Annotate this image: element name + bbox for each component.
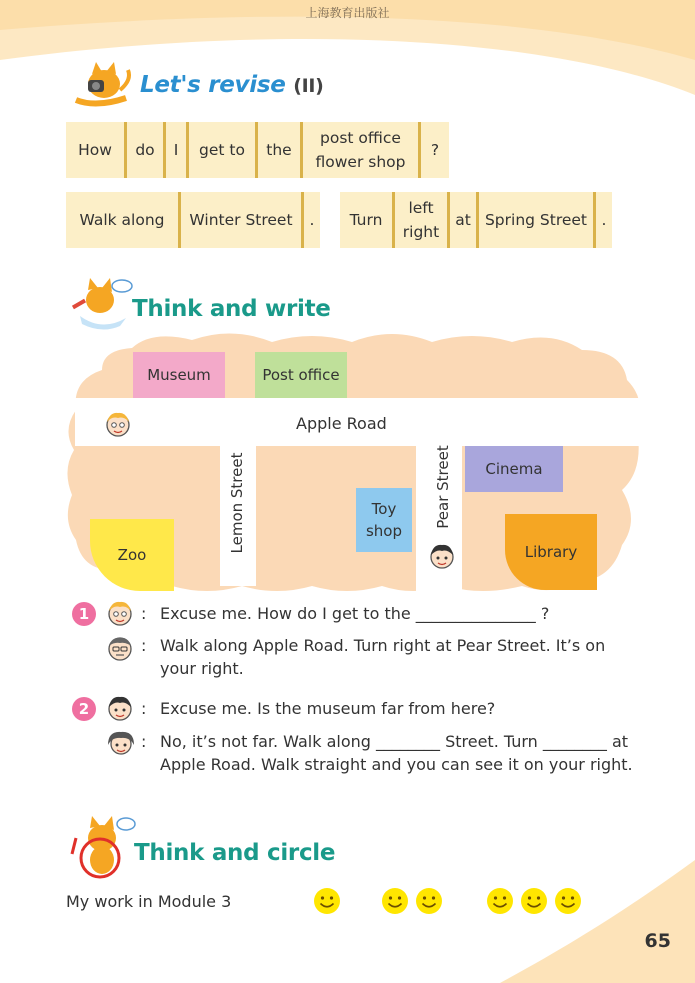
title-main: revise	[208, 72, 286, 98]
boy-face-icon	[106, 599, 134, 627]
punctuation-cell: .	[304, 192, 320, 248]
woman-face-icon	[106, 729, 136, 757]
toy-shop-block	[356, 488, 412, 552]
cinema-block: Cinema	[465, 446, 563, 492]
dialog-number-badge: 1	[72, 602, 96, 626]
word-cell: How	[66, 122, 124, 178]
smiley-face-icon	[414, 886, 444, 916]
zoo-block: Zoo	[90, 519, 174, 591]
girl-face-icon	[106, 694, 134, 722]
choice-cell-direction	[395, 192, 447, 248]
title-suffix: (II)	[293, 75, 324, 97]
museum-block: Museum	[133, 352, 225, 398]
word-cell: do	[127, 122, 163, 178]
section-title-think-and-write: Think and write	[132, 296, 331, 322]
colon: :	[141, 636, 147, 655]
smiley-face-icon	[312, 886, 342, 916]
page-number: 65	[644, 930, 671, 952]
word-cell: Spring Street	[479, 192, 593, 248]
smiley-face-icon	[485, 886, 515, 916]
apple-road-label: Apple Road	[296, 414, 387, 433]
colon: :	[141, 604, 147, 623]
cat-mascot-camera-icon	[66, 60, 136, 110]
smiley-face-icon	[553, 886, 583, 916]
word-cell: Walk along	[66, 192, 178, 248]
title-prefix: Let's	[140, 72, 201, 98]
smiley-face-icon	[519, 886, 549, 916]
word-cell: I	[166, 122, 186, 178]
publisher-name: 上海教育出版社	[305, 6, 390, 20]
pear-street-label: Pear Street	[434, 445, 452, 529]
smiley-face-icon	[380, 886, 410, 916]
colon: :	[141, 699, 147, 718]
choice-cell-destination	[303, 122, 418, 178]
word-cell: Turn	[340, 192, 392, 248]
cat-mascot-writing-icon	[66, 276, 136, 332]
punctuation-cell: ?	[421, 122, 449, 178]
word-cell: at	[450, 192, 476, 248]
cat-mascot-circle-icon	[66, 814, 136, 880]
choice-option: left	[408, 199, 434, 217]
boy-face-icon	[104, 410, 132, 438]
colon: :	[141, 732, 147, 751]
choice-option: flower shop	[315, 153, 406, 171]
toy-shop-label: Toy shop	[365, 500, 403, 540]
section-title-lets-revise	[140, 72, 324, 98]
work-label: My work in Module 3	[66, 892, 232, 911]
post-office-block: Post office	[255, 352, 347, 398]
word-cell: the	[258, 122, 300, 178]
choice-option: right	[402, 223, 440, 241]
library-block: Library	[505, 514, 597, 590]
word-cell: Winter Street	[181, 192, 301, 248]
lemon-street-label: Lemon Street	[228, 452, 246, 554]
section-title-think-and-circle: Think and circle	[134, 840, 336, 866]
word-cell: get to	[189, 122, 255, 178]
choice-option: post office	[320, 129, 401, 147]
man-face-icon	[106, 634, 134, 662]
dialog-line: No, it’s not far. Walk along ________ Street. Turn ________ at Apple Road. Walk straight and you can see it on your right.	[160, 732, 633, 774]
dialog-line: Excuse me. Is the museum far from here?	[160, 699, 496, 718]
punctuation-cell: .	[596, 192, 612, 248]
dialog-line: Excuse me. How do I get to the _______________ ?	[160, 604, 550, 623]
dialog-line: Walk along Apple Road. Turn right at Pear Street. It’s on your right.	[160, 636, 606, 678]
girl-face-icon	[428, 542, 456, 570]
dialog-number-badge: 2	[72, 697, 96, 721]
